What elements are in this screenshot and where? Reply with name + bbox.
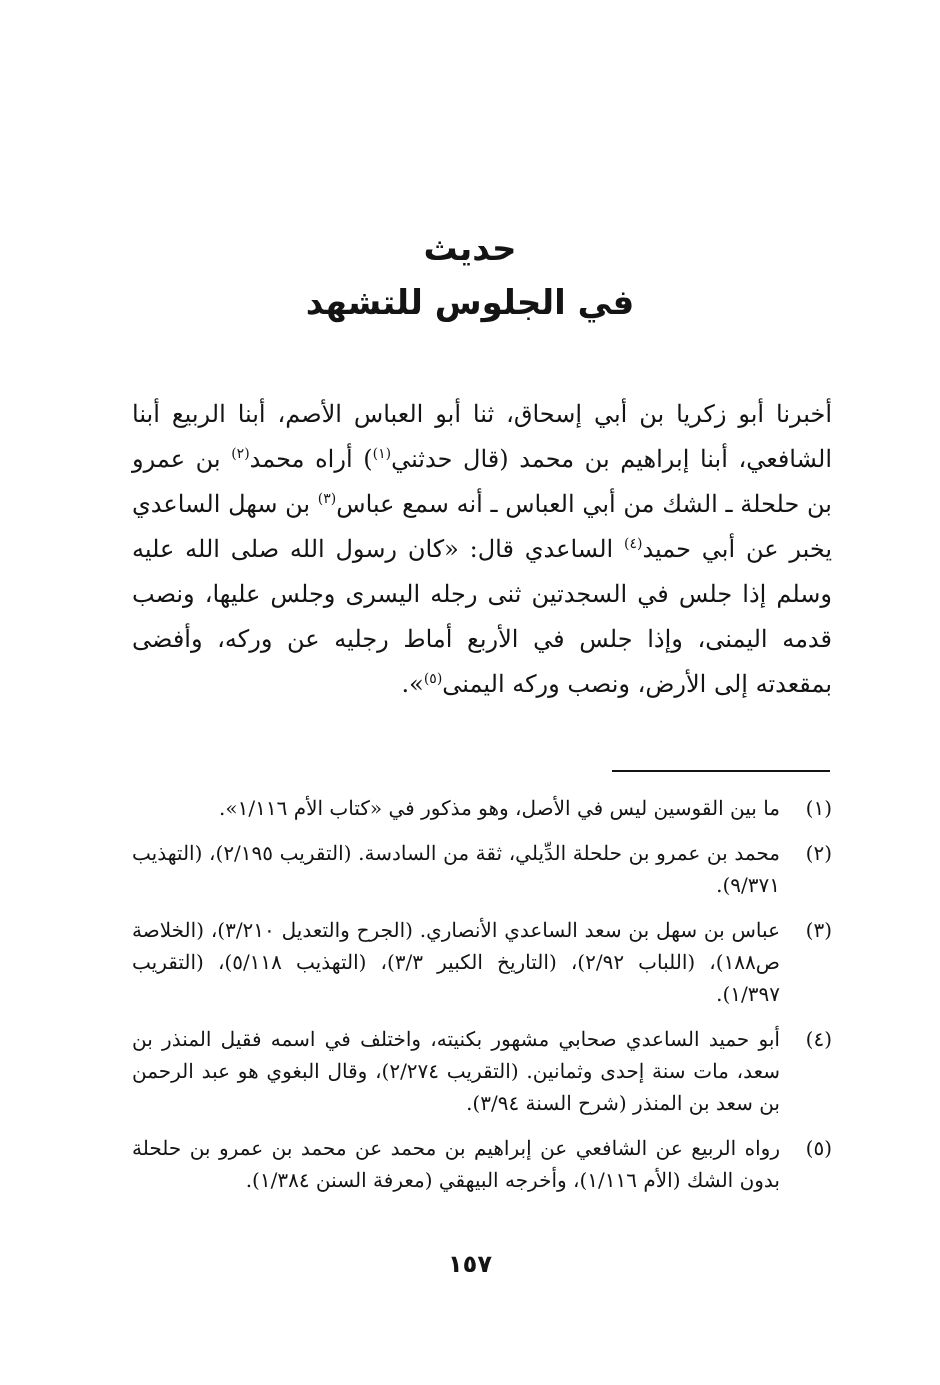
footnote-divider [612, 770, 830, 772]
page-number: ١٥٧ [448, 1250, 492, 1278]
heading-line-1: حديث [423, 229, 517, 269]
hadith-text-part-6: ». [401, 670, 424, 698]
hadith-text-part-3: بن عمرو بن حلحلة ـ الشك من أبي العباس ـ أنه سمع عباس [132, 445, 832, 518]
footnote-number: (٢) [805, 841, 832, 865]
footnote-ref-4[interactable]: (٤) [623, 536, 643, 552]
hadith-text-part-2: ) أراه محمد [249, 445, 373, 473]
footnote-text: ما بين القوسين ليس في الأصل، وهو مذكور في «كتاب الأم ١/١١٦». [219, 796, 780, 820]
footnote-item [132, 1023, 832, 1119]
footnote-text: رواه الربيع عن الشافعي عن إبراهيم بن محمد عن محمد بن عمرو بن حلحلة بدون الشك (الأم ١/١١٦)، وأخرجه البيهقي (معرفة السنن ١/٣٨٤). [132, 1136, 780, 1192]
footnote-number: (١) [805, 796, 832, 820]
footnote-text: أبو حميد الساعدي صحابي مشهور بكنيته، واختلف في اسمه فقيل المنذر بن سعد، مات سنة إحدى وثمانين. (التقريب ٢/٢٧٤)، وقال البغوي هو عبد الرحمن بن سعد بن المنذر (شرح السنة ٣/٩٤). [132, 1027, 781, 1115]
hadith-text [132, 392, 832, 707]
footnote-ref-3[interactable]: (٣) [317, 491, 337, 507]
footnote-item [132, 837, 832, 901]
footnote-item [132, 1132, 832, 1196]
footnote-ref-1[interactable]: (١) [372, 446, 392, 462]
hadith-text-part-1: أخبرنا أبو زكريا بن أبي إسحاق، ثنا أبو العباس الأصم، أبنا الربيع أبنا الشافعي، أبنا إبراهيم بن محمد (قال حدثني [132, 400, 832, 473]
hadith-text-part-4: بن سهل الساعدي يخبر عن أبي حميد [132, 490, 832, 563]
footnote-number: (٣) [805, 918, 832, 942]
footnote-number: (٤) [805, 1027, 832, 1051]
footnote-text: عباس بن سهل بن سعد الساعدي الأنصاري. (الجرح والتعديل ٣/٢١٠)، (الخلاصة ص١٨٨)، (اللباب ٢/٩٢)، (التاريخ الكبير ٣/٣)، (التهذيب ٥/١١٨)، (التقريب ١/٣٩٧). [132, 918, 780, 1006]
footnote-ref-5[interactable]: (٥) [423, 671, 443, 687]
footnote-item [132, 792, 832, 824]
footnotes-list [132, 792, 832, 1209]
footnote-text: محمد بن عمرو بن حلحلة الدِّيلي، ثقة من السادسة. (التقريب ٢/١٩٥)، (التهذيب ٩/٣٧١). [132, 841, 781, 897]
heading-line-2: في الجلوس للتشهد [305, 283, 635, 323]
footnote-number: (٥) [805, 1136, 832, 1160]
footnote-item [132, 914, 832, 1010]
chapter-heading [0, 222, 940, 330]
footnote-ref-2[interactable]: (٢) [231, 446, 250, 462]
hadith-text-part-5: الساعدي قال: «كان رسول الله صلى الله عليه وسلم إذا جلس في السجدتين ثنى رجله اليسرى وجلس عليها، ونصب قدمه اليمنى، وإذا جلس في الأربع أماط رجليه عن وركه، وأفضى بمقعدته إلى الأرض، ونصب وركه اليمنى [132, 535, 832, 698]
